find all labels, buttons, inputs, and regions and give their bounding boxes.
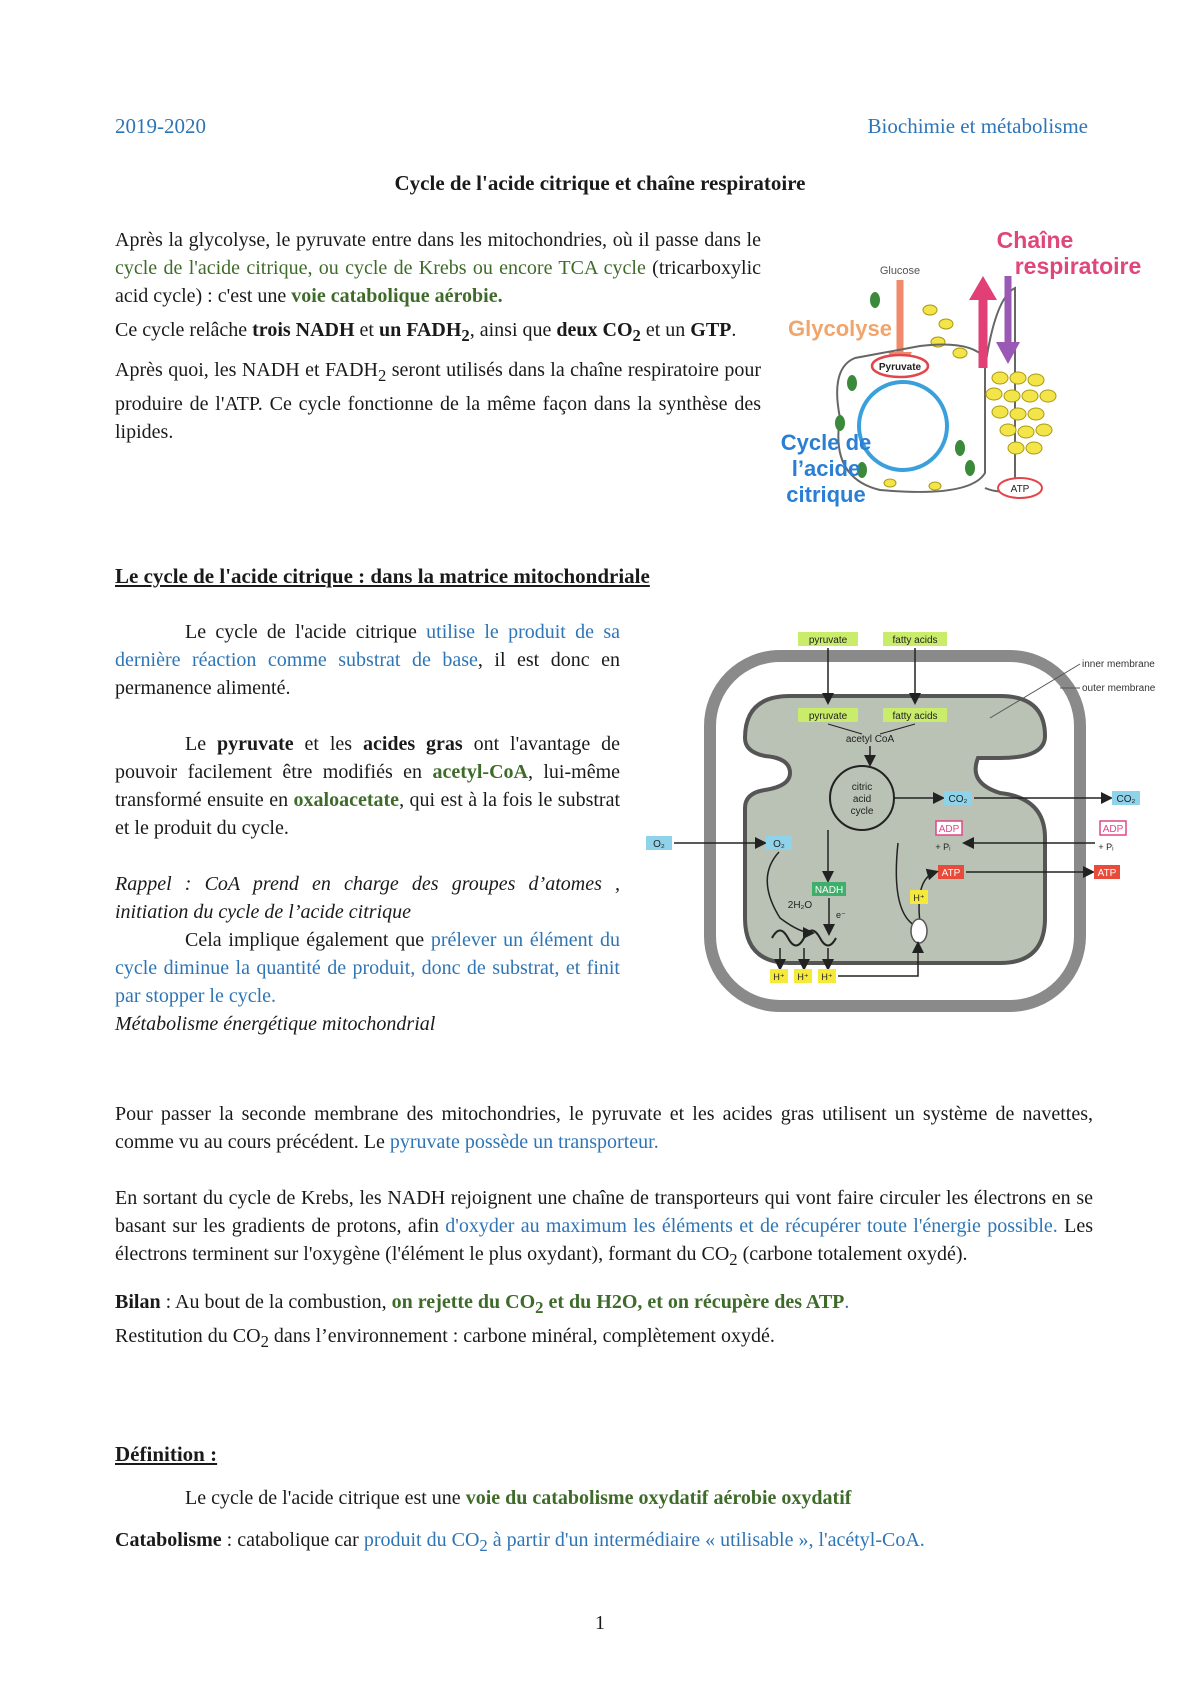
inner-membrane-label: inner membrane xyxy=(1082,659,1155,670)
fatty-top-label: fatty acids xyxy=(892,635,938,646)
navette-paragraph: Pour passer la seconde membrane des mitochondries, le pyruvate et les acides gras utilisent un système de navettes, comme vu au cours précédent. Le pyruvate possède un transporteur. xyxy=(115,1103,1093,1153)
header-course: Biochimie et métabolisme xyxy=(867,114,1088,138)
pi-outer-label: + Pᵢ xyxy=(1098,842,1114,852)
proton-pump-label: H⁺ xyxy=(913,893,925,903)
molecule-blob xyxy=(929,482,941,490)
atp-inner-label: ATP xyxy=(941,868,961,879)
intro-paragraph-3: Après quoi, les NADH et $FADH_2$ seront utilisés dans la chaîne respiratoire pour produire de l'ATP. Ce cycle fonctionne de la même façon dans la synthèse des lipides. xyxy=(115,359,761,443)
rappel-note: Rappel : CoA prend en charge des groupes d’atomes , initiation du cycle de l’acide citrique xyxy=(115,873,620,923)
enzyme-blob xyxy=(835,415,845,431)
section-heading-matrix: Le cycle de l'acide citrique : dans la matrice mitochondriale xyxy=(115,564,650,588)
intro-paragraph-1: Après la glycolyse, le pyruvate entre dans les mitochondries, où il passe dans le cycle de l'acide citrique, ou cycle de Krebs ou encore TCA cycle (tricarboxylic acid cycle) : c'est une voie catabolique aérobie. xyxy=(115,229,761,307)
catabolisme-paragraph: Catabolisme : catabolique car produit du $CO_2$ à partir d'un intermédiaire « utilisable », l'acétyl-CoA. xyxy=(115,1529,925,1555)
metabolism-overview-diagram xyxy=(770,228,1150,528)
pyruvate-top-label: pyruvate xyxy=(808,635,848,646)
enzyme-blob xyxy=(955,440,965,456)
page-title: Cycle de l'acide citrique et chaîne respiratoire xyxy=(394,171,806,195)
co2-outer-label: CO₂ xyxy=(1116,794,1136,805)
co2-inner-label: CO₂ xyxy=(948,794,968,805)
respiratory-down-arrowhead xyxy=(996,342,1020,364)
page-number: 1 xyxy=(595,1612,605,1634)
proton-label-1: H⁺ xyxy=(773,972,785,982)
cycle-label-3: citrique xyxy=(786,482,866,507)
respiratory-up-arrowhead xyxy=(969,276,997,300)
citric-label-1: citric xyxy=(851,782,873,793)
o2-inner-label: O₂ xyxy=(773,839,785,850)
o2-outer-label: O₂ xyxy=(653,839,665,850)
header-year: 2019-2020 xyxy=(115,114,206,138)
pi-inner-label: + Pᵢ xyxy=(935,842,951,852)
mitochondria-diagram xyxy=(640,618,1160,1018)
inner-matrix-shape xyxy=(745,696,1045,963)
cycle-label-2: l’acide xyxy=(791,456,861,481)
citric-label-2: acid xyxy=(852,794,872,805)
acetyl-coa-label: acetyl CoA xyxy=(845,734,895,745)
cycle-circle xyxy=(859,382,947,470)
glucose-label: Glucose xyxy=(879,265,921,277)
atp-molecule-cluster xyxy=(986,372,1056,454)
metabolisme-caption: Métabolisme énergétique mitochondrial xyxy=(115,1013,436,1035)
atp-synthase xyxy=(911,919,927,943)
section1-paragraph-2: Le pyruvate et les acides gras ont l'avantage de pouvoir facilement être modifiés en acetyl-CoA, lui-même transformé ensuite en oxaloacetate, qui est à la fois le substrat et le produit du cycle. xyxy=(115,733,621,839)
restitution-paragraph: Restitution du $CO_2$ dans l’environnement : carbone minéral, complètement oxydé. xyxy=(115,1325,775,1351)
water-label: 2H₂O xyxy=(787,900,813,911)
section1-paragraph-1: Le cycle de l'acide citrique utilise le produit de sa dernière réaction comme substrat de base, il est donc en permanence alimenté. xyxy=(115,621,621,699)
intro-block xyxy=(115,226,761,446)
respiratoire-label: respiratoire xyxy=(1014,253,1142,279)
section1-paragraph-3: Cela implique également que prélever un élément du cycle diminue la quantité de produit, donc de substrat, et finit par stopper le cycle. xyxy=(115,929,621,1007)
enzyme-blob xyxy=(965,460,975,476)
chaine-label: Chaîne xyxy=(996,228,1074,253)
citric-label-3: cycle xyxy=(850,806,874,817)
definition-paragraph-1: Le cycle de l'acide citrique est une voie du catabolisme oxydatif aérobie oxydatif xyxy=(185,1487,852,1509)
electron-label: e⁻ xyxy=(836,910,846,920)
adp-outer-label: ADP xyxy=(1102,824,1124,835)
adp-inner-label: ADP xyxy=(938,824,960,835)
nadh-label: NADH xyxy=(814,885,844,896)
proton-label-3: H⁺ xyxy=(821,972,833,982)
outer-membrane-label: outer membrane xyxy=(1082,683,1156,694)
molecule-blob xyxy=(939,319,953,329)
molecule-blob xyxy=(923,305,937,315)
atp-label: ATP xyxy=(1010,484,1030,495)
bilan-paragraph: Bilan : Au bout de la combustion, on rejette du $CO_2$ et du H2O, et on récupère des ATP. xyxy=(115,1291,850,1317)
pyruvate-label: Pyruvate xyxy=(878,362,922,373)
electron-paragraph: En sortant du cycle de Krebs, les NADH rejoignent une chaîne de transporteurs qui vont faire circuler les électrons en se basant sur les gradients de protons, afin d'oxyder au maximum les éléments et de récupérer toute l'énergie possible. Les électrons terminent sur l'oxygène (l'élément le plus oxydant), formant du $CO_2$ (carbone totalement oxydé). xyxy=(115,1187,1093,1269)
proton-label-2: H⁺ xyxy=(797,972,809,982)
pyruvate-inner-label: pyruvate xyxy=(808,711,848,722)
molecule-blob xyxy=(884,479,896,487)
definition-heading: Définition : xyxy=(115,1442,218,1466)
section1-text xyxy=(115,618,620,1038)
enzyme-blob xyxy=(847,375,857,391)
enzyme-blob xyxy=(870,292,880,308)
cycle-label-1: Cycle de xyxy=(780,430,872,455)
definition-block xyxy=(115,1484,1093,1560)
glycolyse-label: Glycolyse xyxy=(788,316,892,341)
fatty-inner-label: fatty acids xyxy=(892,711,938,722)
intro-paragraph-2: Ce cycle relâche trois NADH et un $FADH_2$, ainsi que deux $CO_2$ et un GTP. xyxy=(115,319,737,345)
molecule-blob xyxy=(953,348,967,358)
atp-outer-label: ATP xyxy=(1097,868,1117,879)
body-block xyxy=(115,1100,1093,1356)
